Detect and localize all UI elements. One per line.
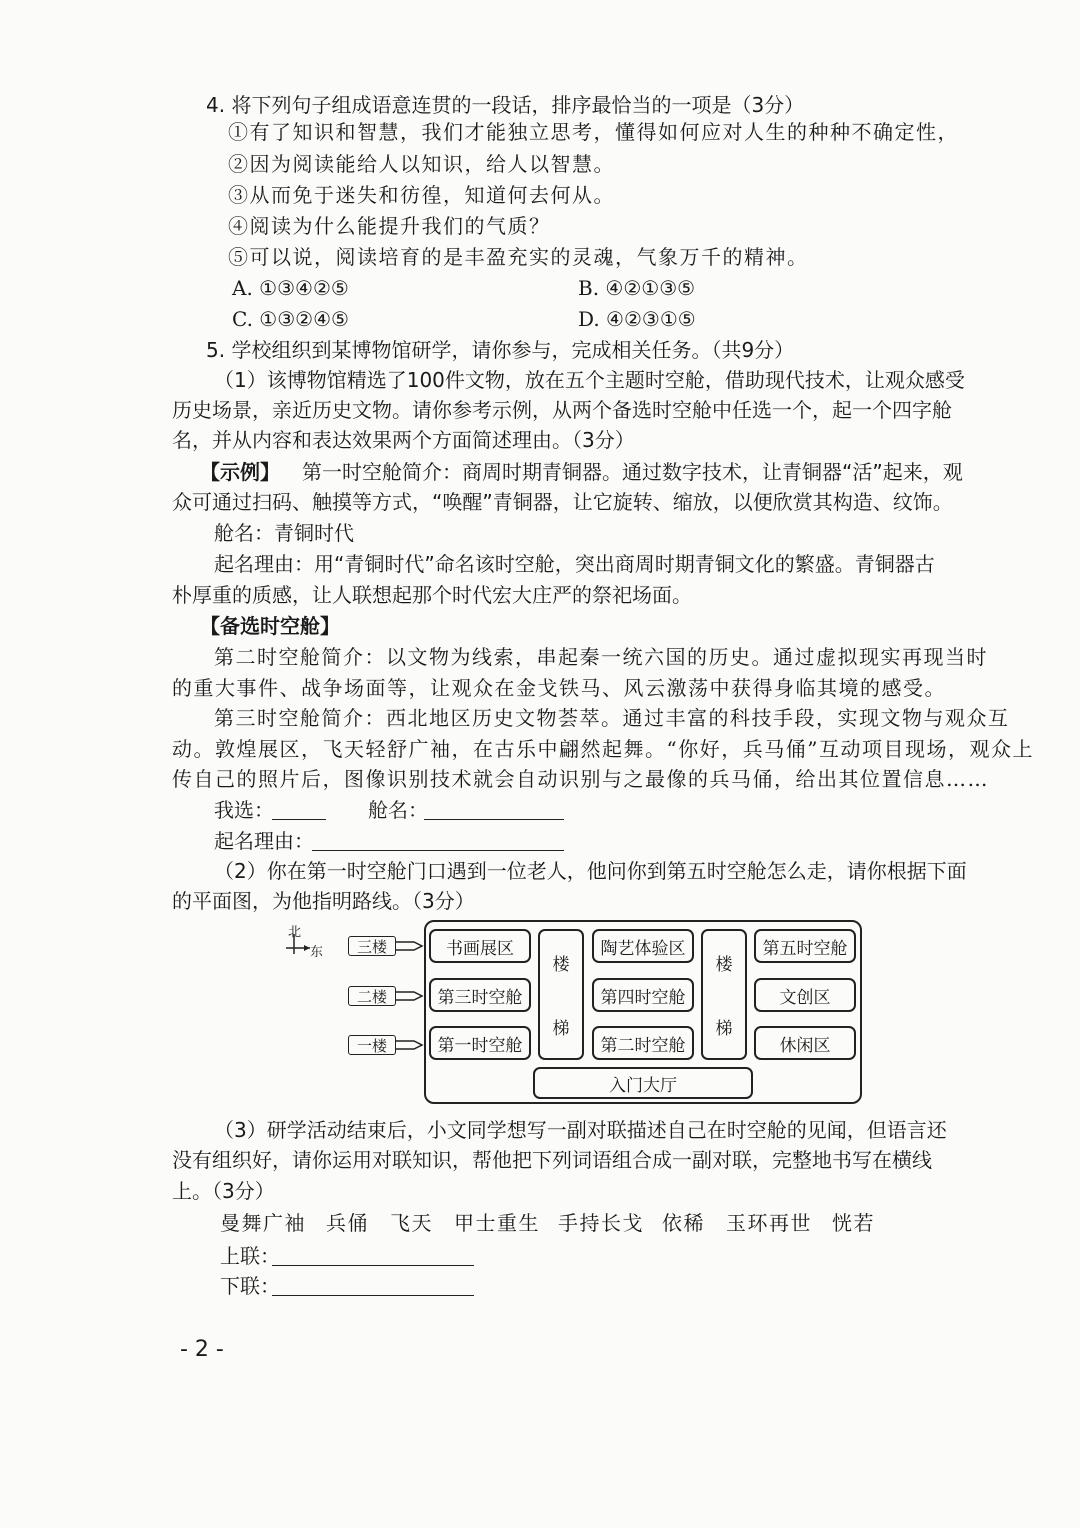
floor-1-tag: 一楼 bbox=[348, 1035, 396, 1055]
q4-option-b: B. ④②①③⑤ bbox=[578, 276, 696, 300]
arrow-right-icon bbox=[396, 988, 426, 1004]
answer-choose-label: 我选： bbox=[214, 798, 274, 822]
room-cabin-2: 第二时空舱 bbox=[592, 1026, 694, 1060]
floor-3-tag: 三楼 bbox=[348, 936, 396, 956]
q5-part2-line2: 的平面图，为他指明路线。（3分） bbox=[172, 889, 475, 913]
answer-reason-blank[interactable] bbox=[312, 828, 564, 851]
lower-couplet-label: 下联： bbox=[220, 1274, 280, 1298]
lower-couplet-blank[interactable] bbox=[272, 1273, 474, 1296]
upper-couplet-blank[interactable] bbox=[272, 1243, 474, 1266]
room-cabin-3: 第三时空舱 bbox=[429, 978, 531, 1012]
cabin2-line1: 第二时空舱简介：以文物为线索，串起秦一统六国的历史。通过虚拟现实再现当时 bbox=[214, 645, 988, 669]
example-line1: 第一时空舱简介：商周时期青铜器。通过数字技术，让青铜器“活”起来，观 bbox=[302, 460, 963, 484]
room-lobby: 入门大厅 bbox=[533, 1067, 753, 1099]
q5-part3-line1: （3）研学活动结束后，小文同学想写一副对联描述自己在时空舱的见闻，但语言还 bbox=[214, 1118, 947, 1142]
q4-option-c: C. ①③②④⑤ bbox=[232, 307, 349, 331]
cabin2-line2: 的重大事件、战争场面等，让观众在金戈铁马、风云激荡中获得身临其境的感受。 bbox=[172, 676, 946, 700]
room-cabin-4: 第四时空舱 bbox=[592, 978, 694, 1012]
alternative-tag: 【备选时空舱】 bbox=[200, 614, 340, 638]
q4-option-d: D. ④②③①⑤ bbox=[578, 307, 696, 331]
q5-stem: 5. 学校组织到某博物馆研学，请你参与，完成相关任务。（共9分） bbox=[206, 338, 795, 362]
room-pottery: 陶艺体验区 bbox=[592, 929, 694, 963]
cabin3-line2: 动。敦煌展区，飞天轻舒广袖，在古乐中翩然起舞。“你好，兵马俑”互动项目现场，观众上 bbox=[172, 737, 1034, 761]
answer-name-label: 舱名： bbox=[368, 798, 428, 822]
answer-name-blank[interactable] bbox=[424, 797, 564, 820]
room-cabin-1: 第一时空舱 bbox=[429, 1026, 531, 1060]
cabin3-line1: 第三时空舱简介：西北地区历史文物荟萃。通过丰富的科技手段，实现文物与观众互 bbox=[214, 706, 1010, 730]
example-reason-line2: 朴厚重的质感，让人联想起那个时代宏大庄严的祭祀场面。 bbox=[172, 583, 692, 607]
q5-part3-line3: 上。（3分） bbox=[172, 1179, 275, 1203]
q4-option-a: A. ①③④②⑤ bbox=[232, 276, 349, 300]
word-7: 玉环再世 bbox=[726, 1211, 812, 1235]
example-reason-line1: 起名理由：用“青铜时代”命名该时空舱，突出商周时期青铜文化的繁盛。青铜器古 bbox=[214, 552, 935, 576]
room-creative: 文创区 bbox=[754, 978, 856, 1012]
word-1: 曼舞广袖 bbox=[220, 1211, 306, 1235]
compass-north: 北 bbox=[288, 925, 302, 940]
q5-part1-line3: 名，并从内容和表达效果两个方面简述理由。（3分） bbox=[172, 428, 635, 452]
room-calligraphy: 书画展区 bbox=[429, 929, 531, 963]
example-cabin-name: 舱名：青铜时代 bbox=[214, 521, 354, 545]
q5-part1-line2: 历史场景，亲近历史文物。请你参考示例，从两个备选时空舱中任选一个，起一个四字舱 bbox=[172, 398, 952, 422]
floor-2-tag: 二楼 bbox=[348, 986, 396, 1006]
q4-sentence-3: ③从而免于迷失和彷徨，知道何去何从。 bbox=[228, 183, 615, 207]
answer-reason-label: 起名理由： bbox=[214, 829, 314, 853]
answer-choose-blank[interactable] bbox=[272, 797, 326, 820]
q4-stem: 4. 将下列句子组成语意连贯的一段话，排序最恰当的一项是（3分） bbox=[206, 93, 805, 117]
q4-sentence-4: ④阅读为什么能提升我们的气质？ bbox=[228, 214, 551, 238]
arrow-right-icon bbox=[396, 1037, 426, 1053]
compass-east: 东 bbox=[310, 945, 324, 960]
q5-part2-line1: （2）你在第一时空舱门口遇到一位老人，他问你到第五时空舱怎么走，请你根据下面 bbox=[214, 859, 967, 883]
compass-arrows-icon bbox=[284, 932, 314, 958]
word-6: 依稀 bbox=[662, 1211, 705, 1235]
q5-part3-line2: 没有组织好，请你运用对联知识，帮他把下列词语组合成一副对联，完整地书写在横线 bbox=[172, 1148, 932, 1172]
word-4: 甲士重生 bbox=[454, 1211, 540, 1235]
example-tag: 【示例】 bbox=[200, 460, 280, 484]
example-line2: 众可通过扫码、触摸等方式，“唤醒”青铜器，让它旋转、缩放，以便欣赏其构造、纹饰。 bbox=[172, 490, 953, 514]
word-8: 恍若 bbox=[832, 1211, 875, 1235]
q5-part1-line1: （1）该博物馆精选了100件文物，放在五个主题时空舱，借助现代技术，让观众感受 bbox=[214, 368, 965, 392]
word-3: 飞天 bbox=[390, 1211, 433, 1235]
q4-sentence-5: ⑤可以说，阅读培育的是丰盈充实的灵魂，气象万千的精神。 bbox=[228, 245, 809, 269]
word-2: 兵俑 bbox=[326, 1211, 369, 1235]
q4-sentence-2: ②因为阅读能给人以知识，给人以智慧。 bbox=[228, 152, 615, 176]
upper-couplet-label: 上联： bbox=[220, 1244, 280, 1268]
stairs-east: 楼 梯 bbox=[701, 929, 747, 1060]
room-cabin-5: 第五时空舱 bbox=[754, 929, 856, 963]
q4-sentence-1: ①有了知识和智慧，我们才能独立思考，懂得如何应对人生的种种不确定性， bbox=[228, 120, 959, 144]
page-number: - 2 - bbox=[180, 1337, 224, 1362]
cabin3-line3: 传自己的照片后，图像识别技术就会自动识别与之最像的兵马俑，给出其位置信息…… bbox=[172, 767, 989, 791]
arrow-right-icon bbox=[396, 938, 426, 954]
stairs-west: 楼 梯 bbox=[538, 929, 584, 1060]
room-leisure: 休闲区 bbox=[754, 1026, 856, 1060]
word-5: 手持长戈 bbox=[558, 1211, 644, 1235]
